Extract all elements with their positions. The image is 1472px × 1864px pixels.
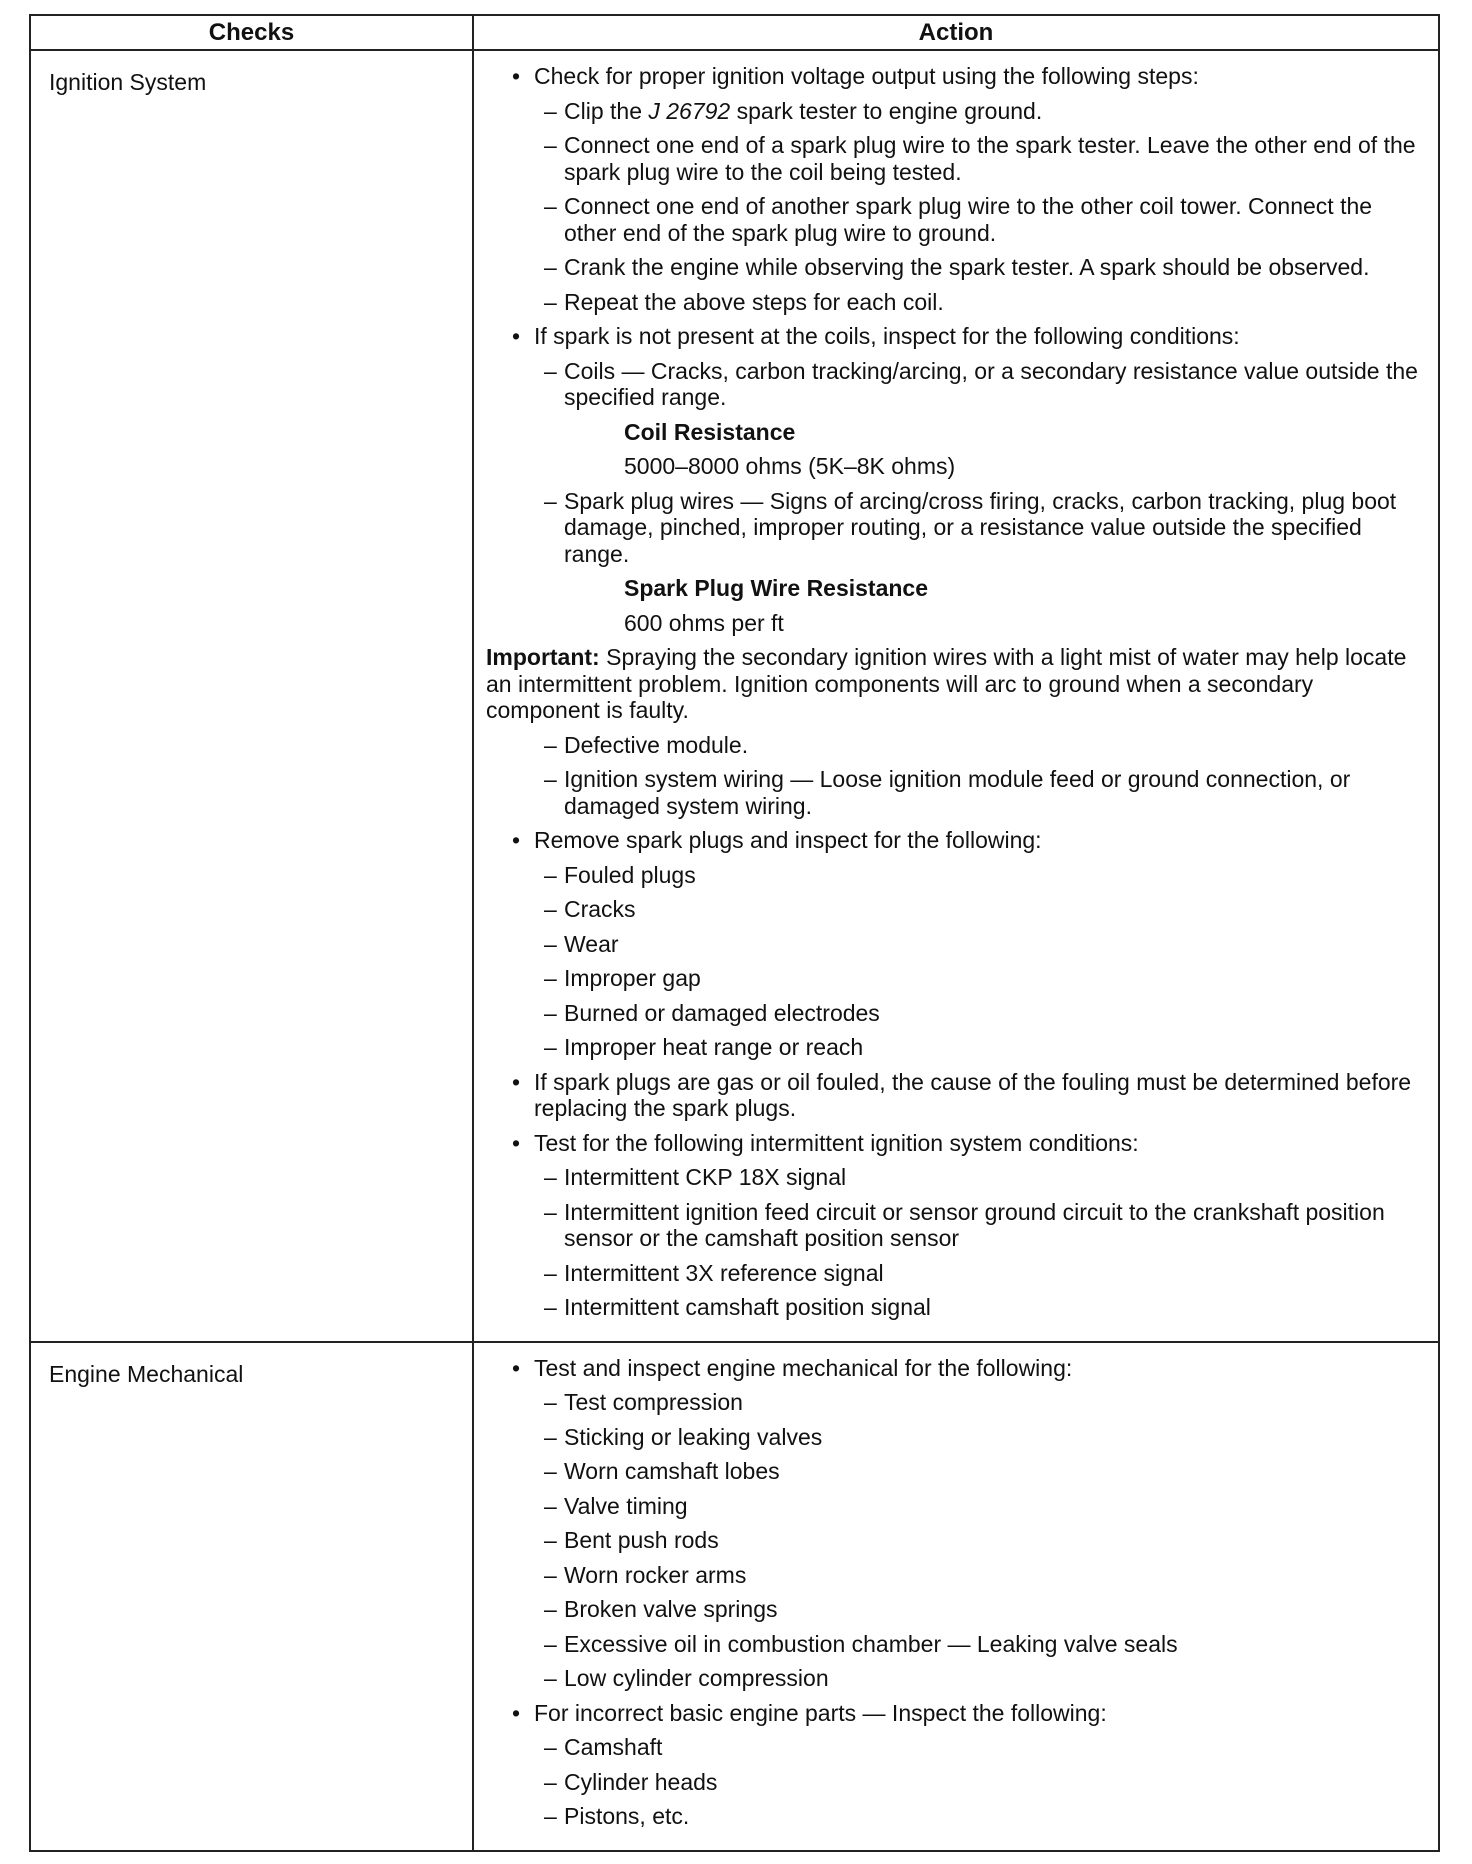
dash-item: – Intermittent 3X reference signal — [564, 1260, 1430, 1287]
text-part: spark tester to engine ground. — [730, 97, 1043, 124]
check-name-cell: Ignition System — [30, 50, 473, 1342]
important-note — [486, 644, 1426, 724]
dash-item: – Cylinder heads — [564, 1769, 1430, 1796]
dash-item: – Worn rocker arms — [564, 1562, 1430, 1589]
dash-item: – Repeat the above steps for each coil. — [564, 289, 1430, 316]
dash-item: – Improper gap — [564, 965, 1430, 992]
table-body — [30, 50, 1439, 1851]
spec-value: 5000–8000 ohms (5K–8K ohms) — [624, 453, 956, 479]
dash-item: – Intermittent camshaft position signal — [564, 1294, 1430, 1321]
dash-item: – Wear — [564, 931, 1430, 958]
dash-item: – Valve timing — [564, 1493, 1430, 1520]
table-row — [30, 1342, 1439, 1851]
note-text: Spraying the secondary ignition wires with a light mist of water may help locate an intermittent problem. Ignition components will arc to ground when a secondary component is faulty. — [486, 644, 1407, 723]
dash-item: – Cracks — [564, 896, 1430, 923]
dash-item: – Defective module. — [564, 732, 1430, 759]
dash-item: – Connect one end of another spark plug wire to the other coil tower. Connect the other end of the spark plug wire to ground. — [564, 193, 1430, 246]
check-name-cell: Engine Mechanical — [30, 1342, 473, 1851]
action-cell — [473, 1342, 1439, 1851]
spec-value: 600 ohms per ft — [624, 609, 784, 636]
dash-item: – Intermittent ignition feed circuit or sensor ground circuit to the crankshaft position sensor or the camshaft position sensor — [564, 1199, 1430, 1252]
dash-item: – Crank the engine while observing the spark tester. A spark should be observed. — [564, 254, 1430, 281]
bullet-item: • For incorrect basic engine parts — Inspect the following: — [534, 1700, 1430, 1727]
bullet-item: • Check for proper ignition voltage output using the following steps: — [534, 63, 1430, 90]
dash-item: – Sticking or leaking valves — [564, 1424, 1430, 1451]
bullet-item: • Test and inspect engine mechanical for the following: — [534, 1355, 1430, 1382]
dash-item: – Burned or damaged electrodes — [564, 1000, 1430, 1027]
dash-item: – Camshaft — [564, 1734, 1430, 1761]
dash-item — [564, 98, 1430, 125]
dash-item: – Improper heat range or reach — [564, 1034, 1430, 1061]
table-row — [30, 50, 1439, 1342]
column-header-checks: Checks — [30, 15, 473, 50]
dash-item: – Broken valve springs — [564, 1596, 1430, 1623]
checks-action-table — [29, 14, 1440, 1852]
dash-item: – Fouled plugs — [564, 862, 1430, 889]
dash-item: – Spark plug wires — Signs of arcing/cross firing, cracks, carbon tracking, plug boot damage, pinched, improper routing, or a resistance value outside the specified range. — [564, 488, 1430, 568]
bullet-item: • Remove spark plugs and inspect for the following: — [534, 827, 1430, 854]
bullet-item: • Test for the following intermittent ignition system conditions: — [534, 1130, 1430, 1157]
bullet-item: • If spark plugs are gas or oil fouled, the cause of the fouling must be determined before replacing the spark plugs. — [534, 1069, 1430, 1122]
note-label: Important: — [486, 644, 600, 670]
dash-item: – Bent push rods — [564, 1527, 1430, 1554]
dash-item: – Coils — Cracks, carbon tracking/arcing, or a secondary resistance value outside the specified range. — [564, 358, 1430, 411]
dash-item: – Connect one end of a spark plug wire to the spark tester. Leave the other end of the spark plug wire to the coil being tested. — [564, 132, 1430, 185]
dash-item: – Test compression — [564, 1389, 1430, 1416]
spec-title: Coil Resistance — [624, 418, 796, 445]
action-cell — [473, 50, 1439, 1342]
dash-item: – Worn camshaft lobes — [564, 1458, 1430, 1485]
dash-item: – Low cylinder compression — [564, 1665, 1430, 1692]
tool-number: J 26792 — [648, 97, 731, 124]
dash-item: – Pistons, etc. — [564, 1803, 1430, 1830]
bullet-item: • If spark is not present at the coils, inspect for the following conditions: — [534, 323, 1430, 350]
spec-title: Spark Plug Wire Resistance — [624, 575, 929, 601]
dash-item: – Ignition system wiring — Loose ignition module feed or ground connection, or damaged system wiring. — [564, 766, 1430, 819]
text-part: Clip the — [564, 97, 649, 124]
column-header-action: Action — [473, 15, 1439, 50]
dash-item: – Excessive oil in combustion chamber — Leaking valve seals — [564, 1631, 1430, 1658]
dash-item: – Intermittent CKP 18X signal — [564, 1164, 1430, 1191]
table-header-row — [30, 15, 1439, 50]
